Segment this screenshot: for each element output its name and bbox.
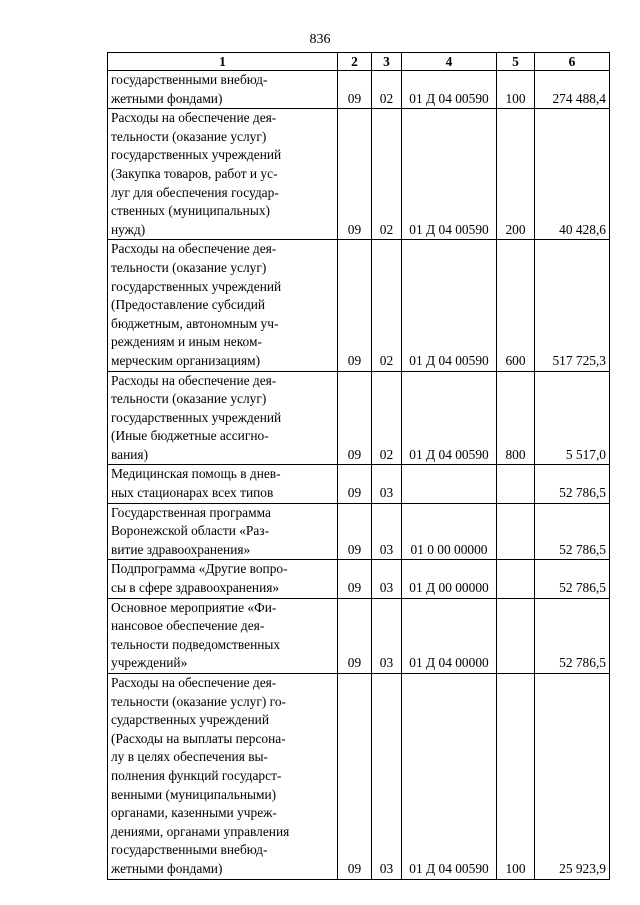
row-section: 09 <box>338 371 372 465</box>
row-target-code: 01 Д 04 00590 <box>402 240 497 371</box>
header-row <box>108 53 610 71</box>
row-target-code: 01 Д 04 00590 <box>402 371 497 465</box>
row-target-code <box>402 465 497 503</box>
row-expense-type <box>497 465 535 503</box>
row-section: 09 <box>338 465 372 503</box>
row-name: Расходы на обеспечение дея- тельности (оказание услуг) го- сударственных учреждений (Расходы на выплаты персона- лу в целях обеспечения вы- полнения функций государст- венными (муниципальными) органами, казенными учреж- дениями, органами управления государственными внебюд- жетными фондами) <box>108 674 338 880</box>
table-row <box>108 560 610 598</box>
row-name: Основное мероприятие «Фи- нансовое обеспечение дея- тельности подведомственных учреждений» <box>108 598 338 673</box>
row-target-code: 01 Д 04 00000 <box>402 598 497 673</box>
row-amount: 25 923,9 <box>535 674 610 880</box>
header-col-5: 5 <box>497 53 535 71</box>
table-row <box>108 674 610 880</box>
row-amount: 52 786,5 <box>535 560 610 598</box>
row-section: 09 <box>338 598 372 673</box>
row-amount: 52 786,5 <box>535 465 610 503</box>
row-subsection: 02 <box>372 71 402 109</box>
row-section: 09 <box>338 560 372 598</box>
row-expense-type: 100 <box>497 674 535 880</box>
table-row <box>108 598 610 673</box>
row-amount: 274 488,4 <box>535 71 610 109</box>
table-row <box>108 371 610 465</box>
row-target-code: 01 Д 04 00590 <box>402 71 497 109</box>
row-name: Медицинская помощь в днев- ных стационарах всех типов <box>108 465 338 503</box>
header-col-1: 1 <box>108 53 338 71</box>
row-expense-type: 600 <box>497 240 535 371</box>
row-expense-type <box>497 560 535 598</box>
row-target-code: 01 0 00 00000 <box>402 503 497 560</box>
header-col-4: 4 <box>402 53 497 71</box>
row-name: Расходы на обеспечение дея- тельности (оказание услуг) государственных учреждений (Иные бюджетные ассигно- вания) <box>108 371 338 465</box>
table-row <box>108 503 610 560</box>
header-col-6: 6 <box>535 53 610 71</box>
row-target-code: 01 Д 04 00590 <box>402 674 497 880</box>
row-amount: 52 786,5 <box>535 598 610 673</box>
row-section: 09 <box>338 109 372 240</box>
row-section: 09 <box>338 71 372 109</box>
row-expense-type <box>497 503 535 560</box>
row-name: Подпрограмма «Другие вопро- сы в сфере здравоохранения» <box>108 560 338 598</box>
row-section: 09 <box>338 674 372 880</box>
row-target-code: 01 Д 04 00590 <box>402 109 497 240</box>
row-amount: 517 725,3 <box>535 240 610 371</box>
row-subsection: 03 <box>372 598 402 673</box>
row-expense-type: 200 <box>497 109 535 240</box>
row-subsection: 03 <box>372 503 402 560</box>
row-section: 09 <box>338 240 372 371</box>
header-col-3: 3 <box>372 53 402 71</box>
table-row <box>108 240 610 371</box>
row-subsection: 02 <box>372 109 402 240</box>
row-name: Расходы на обеспечение дея- тельности (оказание услуг) государственных учреждений (Предоставление субсидий бюджетным, автономным уч- реждениям и иным неком- мерческим организациям) <box>108 240 338 371</box>
row-amount: 40 428,6 <box>535 109 610 240</box>
row-expense-type: 800 <box>497 371 535 465</box>
table-row <box>108 465 610 503</box>
row-expense-type <box>497 598 535 673</box>
row-subsection: 02 <box>372 371 402 465</box>
row-target-code: 01 Д 00 00000 <box>402 560 497 598</box>
budget-table <box>107 52 610 880</box>
row-name: государственными внебюд- жетными фондами) <box>108 71 338 109</box>
row-amount: 52 786,5 <box>535 503 610 560</box>
row-subsection: 03 <box>372 560 402 598</box>
page-number: 836 <box>309 32 331 47</box>
row-subsection: 03 <box>372 465 402 503</box>
row-expense-type: 100 <box>497 71 535 109</box>
row-subsection: 03 <box>372 674 402 880</box>
row-subsection: 02 <box>372 240 402 371</box>
row-name: Расходы на обеспечение дея- тельности (оказание услуг) государственных учреждений (Закупка товаров, работ и ус- луг для обеспечения государ- ственных (муниципальных) нужд) <box>108 109 338 240</box>
row-section: 09 <box>338 503 372 560</box>
header-col-2: 2 <box>338 53 372 71</box>
table-row <box>108 109 610 240</box>
row-name: Государственная программа Воронежской области «Раз- витие здравоохранения» <box>108 503 338 560</box>
table-row <box>108 71 610 109</box>
row-amount: 5 517,0 <box>535 371 610 465</box>
